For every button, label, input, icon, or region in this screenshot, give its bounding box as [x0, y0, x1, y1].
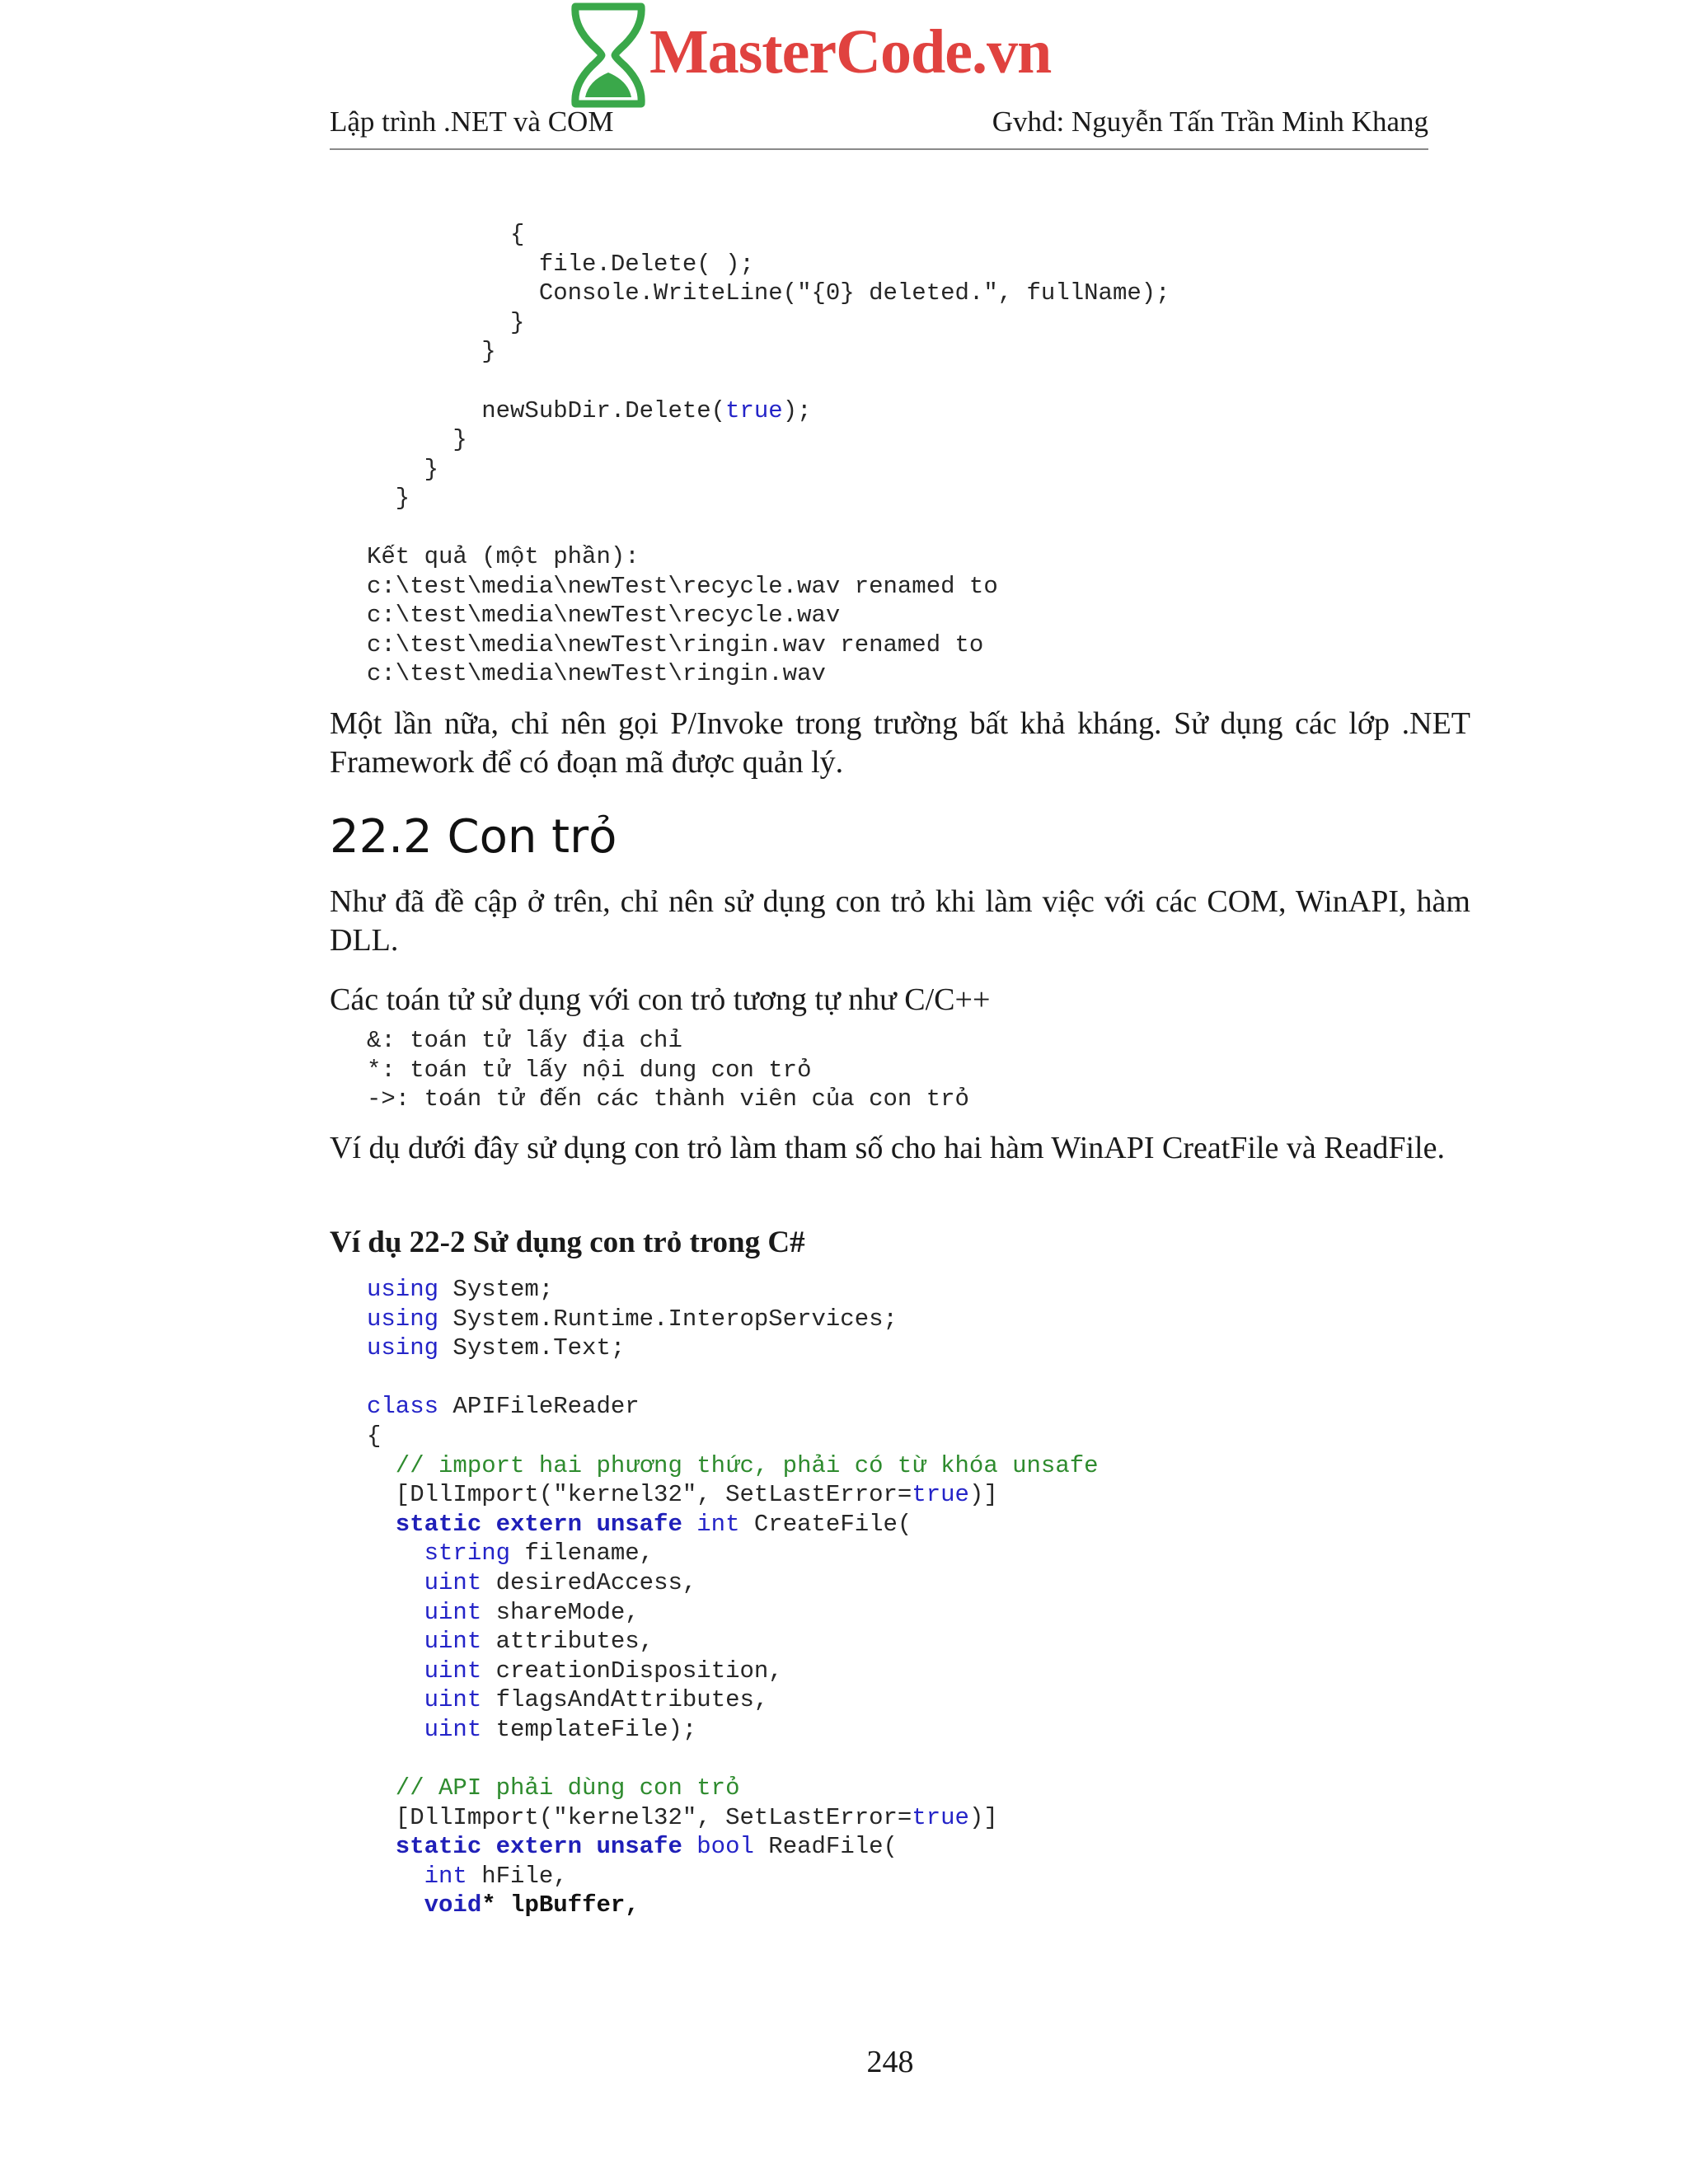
- code-text: templateFile);: [481, 1715, 697, 1743]
- code-line: [367, 1832, 1099, 1862]
- code-keyword: class: [367, 1393, 439, 1421]
- hourglass-icon: [567, 2, 649, 109]
- code-line: [367, 1539, 1099, 1568]
- code-block-example: [367, 1275, 1099, 1920]
- code-keyword: true: [912, 1481, 969, 1509]
- result-block: [367, 542, 998, 689]
- code-keyword-bold: static extern unsafe: [367, 1833, 682, 1861]
- code-line: [367, 1275, 1099, 1305]
- code-text: CreateFile(: [739, 1510, 912, 1538]
- header-instructor: Gvhd: Nguyễn Tấn Trần Minh Khang: [992, 105, 1428, 138]
- code-text: System.Text;: [438, 1334, 626, 1362]
- code-text: flagsAndAttributes,: [481, 1686, 769, 1714]
- code-text: [DllImport("kernel32", SetLastError=: [367, 1803, 912, 1831]
- code-line: [367, 367, 1170, 396]
- code-line: [367, 1480, 1099, 1510]
- operator-item: *: toán tử lấy nội dung con trỏ: [367, 1056, 812, 1084]
- result-line: c:\test\media\newTest\ringin.wav: [367, 660, 826, 688]
- operator-list: [367, 1026, 969, 1114]
- example-caption: Ví dụ 22-2 Sử dụng con trỏ trong C#: [330, 1226, 805, 1259]
- code-text: attributes,: [481, 1628, 654, 1656]
- code-keyword: using: [367, 1276, 439, 1303]
- code-comment: // API phải dùng con trỏ: [367, 1774, 740, 1802]
- operator-item: ->: toán tử đến các thành viên của con trỏ: [367, 1085, 969, 1113]
- code-text: creationDisposition,: [481, 1657, 783, 1685]
- code-line: [367, 1363, 1099, 1393]
- code-line: [367, 1803, 1099, 1833]
- code-text: )]: [968, 1481, 998, 1509]
- code-text: [DllImport("kernel32", SetLastError=: [367, 1481, 912, 1509]
- code-keyword-bold: static extern unsafe: [367, 1510, 682, 1538]
- code-text: APIFileReader: [438, 1393, 640, 1421]
- code-line: }: [367, 308, 525, 336]
- code-keyword: using: [367, 1334, 439, 1362]
- result-label: Kết quả (một phần):: [367, 543, 640, 570]
- result-line: c:\test\media\newTest\recycle.wav renamed to: [367, 572, 998, 600]
- section-heading: 22.2 Con trỏ: [330, 810, 617, 864]
- code-line: [367, 1627, 1099, 1657]
- code-line: {: [367, 221, 525, 248]
- code-keyword: uint: [424, 1628, 482, 1656]
- code-line: [367, 1568, 1099, 1598]
- code-line: {: [367, 1422, 382, 1450]
- code-line: Console.WriteLine("{0} deleted.", fullName);: [367, 279, 1170, 307]
- code-line: [367, 1333, 1099, 1363]
- code-line: [367, 1510, 1099, 1540]
- code-line: [367, 1598, 1099, 1628]
- code-text-bold: * lpBuffer,: [481, 1891, 640, 1919]
- code-text: )]: [968, 1803, 998, 1831]
- code-text: System;: [438, 1276, 554, 1303]
- header-course-title: Lập trình .NET và COM: [330, 105, 614, 138]
- paragraph-operators-intro: Các toán tử sử dụng với con trỏ tương tự như C/C++: [330, 982, 991, 1017]
- code-keyword: true: [725, 396, 783, 424]
- code-keyword: uint: [424, 1568, 482, 1596]
- code-keyword: uint: [424, 1598, 482, 1626]
- code-line: [367, 1745, 1099, 1774]
- operator-item: &: toán tử lấy địa chỉ: [367, 1027, 682, 1054]
- logo-text: MasterCode.vn: [649, 17, 1052, 87]
- code-keyword: uint: [424, 1715, 482, 1743]
- code-line: [367, 1862, 1099, 1891]
- code-block-top: [367, 220, 1170, 513]
- header-divider: [330, 148, 1428, 150]
- code-text: filename,: [510, 1540, 654, 1568]
- code-comment: // import hai phương thức, phải có từ khóa unsafe: [367, 1451, 1099, 1479]
- code-line: [367, 1685, 1099, 1715]
- result-line: c:\test\media\newTest\ringin.wav renamed to: [367, 630, 984, 658]
- code-keyword: using: [367, 1305, 439, 1333]
- code-keyword: bool: [696, 1833, 754, 1861]
- code-line: file.Delete( );: [367, 250, 754, 278]
- code-line: }: [367, 426, 467, 454]
- code-line: [367, 1305, 1099, 1334]
- code-keyword: string: [424, 1540, 511, 1568]
- code-keyword: uint: [424, 1686, 482, 1714]
- paragraph-pointer-intro: Như đã đề cập ở trên, chỉ nên sử dụng con trỏ khi làm việc với các COM, WinAPI, hàm DLL.: [330, 884, 1470, 958]
- code-text: ReadFile(: [753, 1833, 898, 1861]
- code-text: shareMode,: [481, 1598, 640, 1626]
- code-keyword-bold: void: [424, 1891, 482, 1919]
- result-line: c:\test\media\newTest\recycle.wav: [367, 602, 841, 630]
- code-keyword: uint: [424, 1657, 482, 1685]
- code-line: }: [367, 338, 496, 366]
- mastercode-logo: [567, 2, 1111, 109]
- code-text: System.Runtime.InteropServices;: [438, 1305, 898, 1333]
- code-keyword: int: [424, 1862, 467, 1890]
- code-keyword: int: [696, 1510, 740, 1538]
- page-number: 248: [866, 2045, 914, 2079]
- code-line: [367, 1392, 1099, 1422]
- paragraph-example-intro: Ví dụ dưới đây sử dụng con trỏ làm tham số cho hai hàm WinAPI CreatFile và ReadFile.: [330, 1131, 1445, 1165]
- code-text: desiredAccess,: [481, 1568, 697, 1596]
- code-line: [367, 1891, 1099, 1920]
- code-line: [367, 1715, 1099, 1745]
- code-line: }: [367, 485, 410, 513]
- code-text: hFile,: [467, 1862, 568, 1890]
- paragraph-pinvoke-note: Một lần nữa, chỉ nên gọi P/Invoke trong trường bất khả kháng. Sử dụng các lớp .NET Framework để có đoạn mã được quản lý.: [330, 706, 1470, 780]
- code-keyword: true: [912, 1803, 969, 1831]
- code-line: }: [367, 455, 439, 483]
- code-line: newSubDir.Delete(true);: [367, 396, 812, 424]
- code-line: [367, 1657, 1099, 1686]
